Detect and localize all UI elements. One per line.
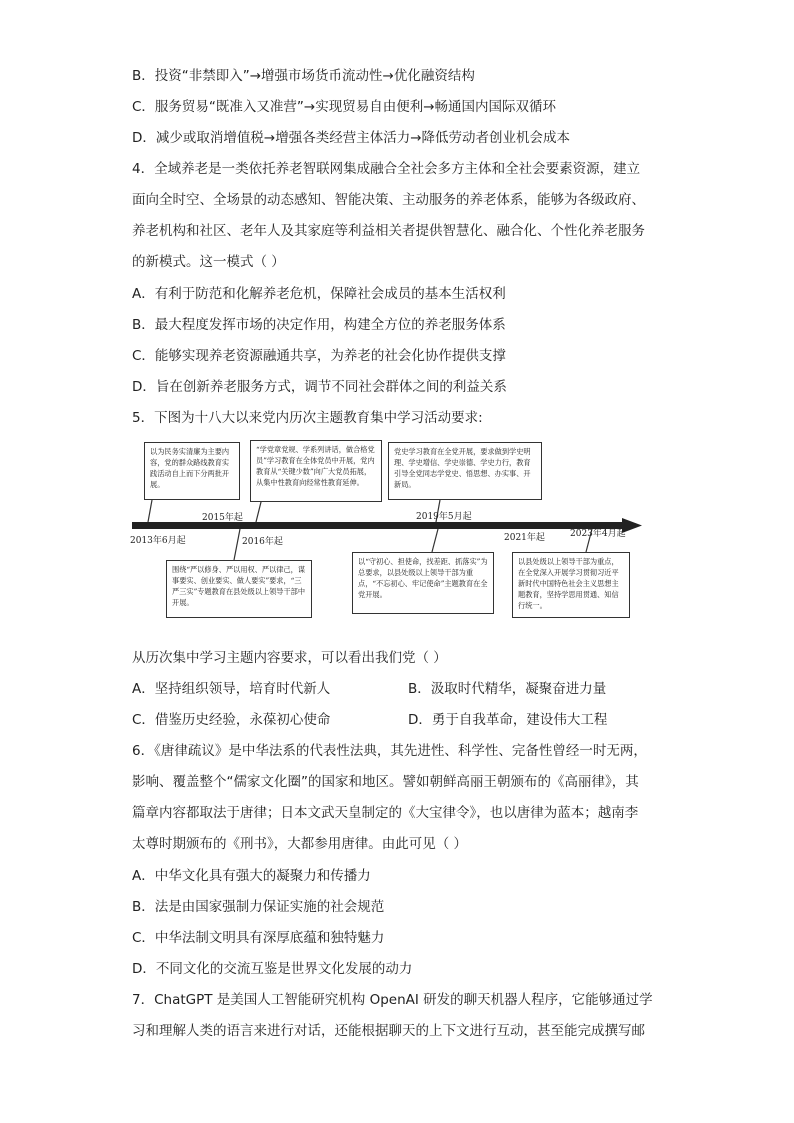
q6-stem-line-1: 6．《唐律疏议》是中华法系的代表性法典，其先进性、科学性、完备性曾经一时无两， [132,743,647,759]
q6-option-b: B．法是由国家强制力保证实施的社会规范 [132,899,385,915]
q5-option-b: B．汲取时代精华，凝聚奋进力量 [408,681,607,697]
timeline-bar [132,522,622,529]
q6-option-a: A．中华文化具有强大的凝聚力和传播力 [132,868,371,884]
date-2019: 2019年5月起 [416,512,472,522]
q5-option-d: D．勇于自我革命，建设伟大工程 [408,712,608,728]
box-2023: 以县处级以上领导干部为重点，在全党深入开展学习贯彻习近平新时代中国特色社会主义思想主题教育，坚持学思用贯通、知信行统一。 [512,552,630,618]
q4-stem-line-3: 养老机构和社区、老年人及其家庭等利益相关者提供智慧化、融合化、个性化养老服务 [132,223,645,239]
date-2021: 2021年起 [504,533,545,543]
box-2013: 以为民务实清廉为主要内容，党的群众路线教育实践活动自上而下分两批开展。 [144,442,240,500]
q4-stem-line-4: 的新模式。这一模式（ ） [132,254,285,270]
q6-option-d: D．不同文化的交流互鉴是世界文化发展的动力 [132,961,413,977]
education-timeline-figure [130,440,650,620]
q4-stem-line-1: 4．全域养老是一类依托养老智联网集成融合全社会多方主体和全社会要素资源，建立 [132,161,641,177]
q4-option-a: A．有利于防范和化解养老危机，保障社会成员的基本生活权利 [132,286,506,302]
q5-question: 从历次集中学习主题内容要求，可以看出我们党（ ） [132,650,447,666]
q5-stem: 5．下图为十八大以来党内历次主题教育集中学习活动要求: [132,410,483,426]
q4-stem-line-2: 面向全时空、全场景的动态感知、智能决策、主动服务的养老体系，能够为各级政府、 [132,192,645,208]
q3-option-d: D．减少或取消增值税→增强各类经营主体活力→降低劳动者创业机会成本 [132,130,571,146]
connector-2015 [234,529,240,560]
q7-stem-line-1: 7．ChatGPT 是美国人工智能研究机构 OpenAI 研发的聊天机器人程序，它能够通过学 [132,992,653,1008]
q4-option-b: B．最大程度发挥市场的决定作用，构建全方位的养老服务体系 [132,317,506,333]
q6-stem-line-4: 太尊时期颁布的《刑书》，大都参用唐律。由此可见（ ） [132,836,468,852]
connector-2019 [432,529,438,552]
box-2019: 以“守初心、担使命，找差距、抓落实”为总要求，以县处级以上领导干部为重点，“不忘初心、牢记使命”主题教育在全党开展。 [352,552,494,614]
date-2023: 2023年4月起 [570,529,626,539]
q3-option-c: C．服务贸易“既准入又准营”→实现贸易自由便利→畅通国内国际双循环 [132,99,557,115]
q4-option-d: D．旨在创新养老服务方式，调节不同社会群体之间的利益关系 [132,379,507,395]
date-2013: 2013年6月起 [130,536,186,546]
box-2015: 围绕“严以修身、严以用权、严以律己，谋事要实、创业要实、做人要实”要求，“三严三实”专题教育在县处级以上领导干部中开展。 [166,560,312,618]
date-2015: 2015年起 [202,513,243,523]
q3-option-b: B．投资“非禁即入”→增强市场货币流动性→优化融资结构 [132,68,475,84]
q6-stem-line-3: 篇章内容都取法于唐律；日本文武天皇制定的《大宝律令》，也以唐律为蓝本；越南李 [132,805,639,821]
q6-stem-line-2: 影响、覆盖整个“儒家文化圈”的国家和地区。譬如朝鲜高丽王朝颁布的《高丽律》，其 [132,774,639,790]
box-2021: 党史学习教育在全党开展，要求做到学史明理、学史增信、学史崇德、学史力行，教育引导全党同志学党史、悟思想、办实事、开新局。 [388,442,542,500]
q7-stem-line-2: 习和理解人类的语言来进行对话，还能根据聊天的上下文进行互动，甚至能完成撰写邮 [132,1023,645,1039]
box-2016: “学党章党规、学系列讲话，做合格党员”学习教育在全体党员中开展，党内教育从“关键少数”向广大党员拓展，从集中性教育向经常性教育延伸。 [250,440,382,502]
date-2016: 2016年起 [242,537,283,547]
q6-option-c: C．中华法制文明具有深厚底蕴和独特魅力 [132,930,385,946]
q5-option-a: A．坚持组织领导，培育时代新人 [132,681,331,697]
q5-option-c: C．借鉴历史经验，永葆初心使命 [132,712,331,728]
connector-2013 [148,500,152,522]
q4-option-c: C．能够实现养老资源融通共享，为养老的社会化协作提供支撑 [132,348,506,364]
